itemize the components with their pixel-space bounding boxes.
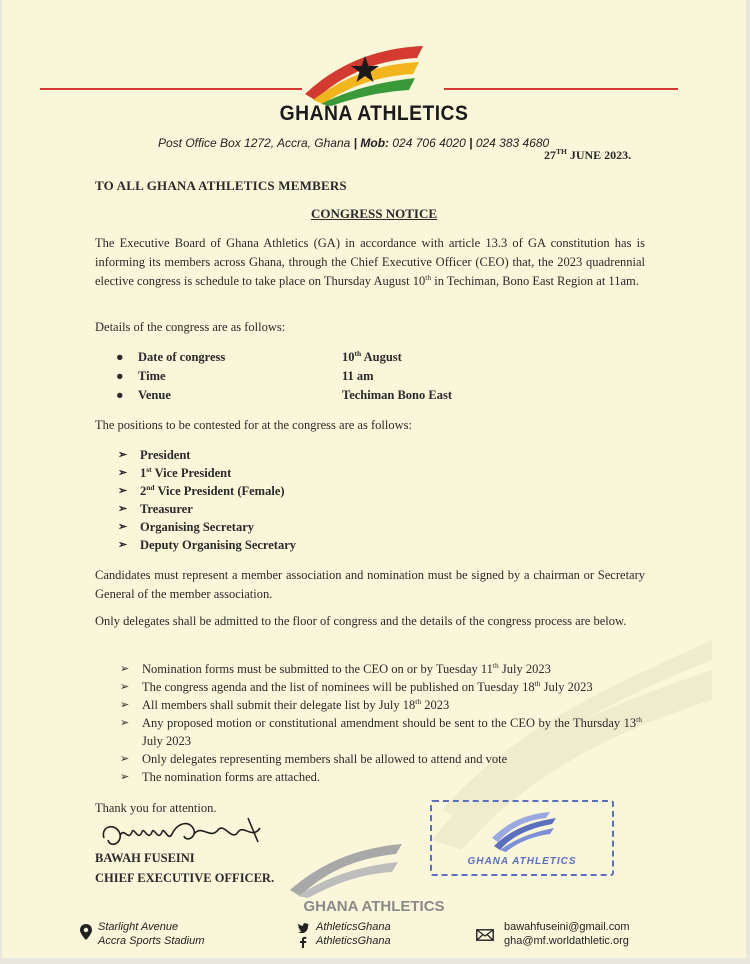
header-rule-left	[40, 88, 302, 90]
arrow-bullet-icon: ➢	[120, 753, 130, 765]
letter-page	[2, 0, 746, 958]
arrow-bullet-icon: ➢	[118, 485, 128, 497]
arrow-bullet-icon: ➢	[120, 699, 130, 711]
list-item: ➢ President	[118, 448, 191, 462]
arrow-bullet-icon: ➢	[118, 539, 128, 551]
list-item: ● Time 11 am	[116, 369, 374, 383]
candidates-paragraph: Candidates must represent a member association and nomination must be signed by a chairman or Secretary General of the member association.	[95, 568, 645, 601]
ghana-athletics-logo	[299, 42, 427, 106]
separator: |	[353, 136, 358, 150]
envelope-icon	[476, 929, 494, 941]
postal-address: Post Office Box 1272, Accra, Ghana	[158, 136, 351, 150]
list-item: ➢ The congress agenda and the list of nominees will be published on Tuesday 18th July 2023	[120, 678, 593, 694]
intro-paragraph: The Executive Board of Ghana Athletics (GA) in accordance with article 13.3 of GA constitution has is informing its members across Ghana, through the Chief Executive Officer (CEO) that, the 2023 quadrennial elective congress is schedule to take place on Thursday August 10th in Techiman, Bono East Region at 11am.	[95, 236, 645, 288]
separator: |	[469, 136, 473, 150]
notice-title: CONGRESS NOTICE	[310, 206, 438, 221]
signer-title: CHIEF EXECUTIVE OFFICER.	[95, 871, 275, 885]
delegates-paragraph: Only delegates shall be admitted to the floor of congress and the details of the congress process are below.	[95, 614, 627, 628]
contact-line	[158, 136, 549, 150]
phone-1: 024 706 4020	[392, 136, 466, 150]
footer-org-name: GHANA ATHLETICS	[303, 898, 445, 915]
phone-2: 024 383 4680	[475, 136, 550, 150]
list-item: ➢ The nomination forms are attached.	[120, 770, 321, 784]
facebook-handle[interactable]: AthleticsGhana	[316, 935, 391, 947]
arrow-bullet-icon: ➢	[118, 521, 128, 533]
arrow-bullet-icon: ➢	[120, 681, 130, 693]
list-item: ➢ 2nd Vice President (Female)	[118, 482, 285, 498]
stamp-text: GHANA ATHLETICS	[467, 856, 577, 867]
facebook-icon	[299, 936, 307, 948]
org-name: GHANA ATHLETICS	[279, 102, 469, 125]
letter-date: 27TH JUNE 2023.	[544, 147, 632, 162]
list-item: ➢ Any proposed motion or constitutional amendment should be sent to the CEO by the Thursday 13th July 2023	[120, 714, 642, 748]
bullet-icon: ●	[116, 388, 124, 402]
closing-line: Thank you for attention.	[95, 801, 217, 815]
signer-block	[95, 848, 274, 888]
twitter-icon	[298, 923, 309, 933]
process-list	[120, 660, 645, 786]
footer-address: Starlight Avenue Accra Sports Stadium	[98, 921, 205, 947]
footer-social	[316, 920, 391, 948]
location-pin-icon	[80, 924, 92, 940]
arrow-bullet-icon: ➢	[118, 503, 128, 515]
twitter-handle[interactable]: AthleticsGhana	[316, 921, 391, 933]
bullet-icon: ●	[116, 369, 124, 383]
list-item: ● Venue Techiman Bono East	[116, 388, 452, 402]
official-stamp	[430, 800, 614, 876]
details-intro: Details of the congress are as follows:	[95, 320, 286, 334]
list-item: ➢ Nomination forms must be submitted to the CEO on or by Tuesday 11th July 2023	[120, 660, 551, 676]
addressee-heading: TO ALL GHANA ATHLETICS MEMBERS	[95, 178, 347, 193]
positions-list	[118, 446, 518, 554]
footer-logo	[286, 838, 406, 898]
list-item: ➢ Treasurer	[118, 502, 193, 516]
mob-label: Mob:	[360, 136, 390, 150]
arrow-bullet-icon: ➢	[120, 663, 130, 675]
bullet-icon: ●	[116, 350, 124, 364]
stamp-logo	[490, 810, 560, 852]
list-item: ➢ All members shall submit their delegate list by July 18th 2023	[120, 696, 450, 712]
list-item: ● Date of congress 10th August	[116, 348, 402, 364]
email-1[interactable]: bawahfuseini@gmail.com	[504, 921, 630, 933]
header-rule-right	[444, 88, 678, 90]
list-item: ➢ Organising Secretary	[118, 520, 254, 534]
arrow-bullet-icon: ➢	[120, 717, 130, 729]
arrow-bullet-icon: ➢	[118, 467, 128, 479]
list-item: ➢ 1st Vice President	[118, 464, 232, 480]
list-item: ➢ Only delegates representing members shall be allowed to attend and vote	[120, 752, 508, 766]
email-2[interactable]: gha@mf.worldathletic.org	[504, 935, 629, 947]
arrow-bullet-icon: ➢	[120, 771, 130, 783]
list-item: ➢ Deputy Organising Secretary	[118, 538, 297, 552]
details-list	[116, 348, 536, 405]
positions-intro: The positions to be contested for at the congress are as follows:	[95, 418, 412, 432]
footer-emails	[504, 920, 630, 948]
arrow-bullet-icon: ➢	[118, 449, 128, 461]
signer-name: BAWAH FUSEINI	[95, 851, 195, 865]
